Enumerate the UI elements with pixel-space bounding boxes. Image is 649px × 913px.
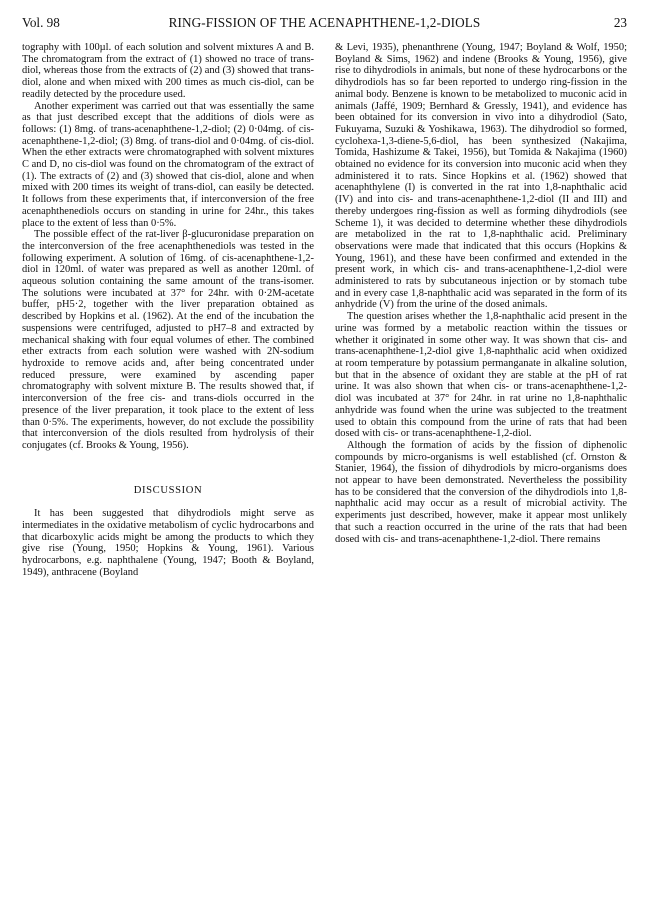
paragraph: The possible effect of the rat-liver β-glucuronidase preparation on the interconversion of the free acenaphthenediols was tested in the following experiment. A solution of 16mg. of cis-acenaphthene-1,2-diol in 120ml. of water was prepared as well as another 120ml. of aqueous solution containing the same amount of the trans-isomer. The solutions were incubated at 37° for 24hr. with 0·2M-acetate buffer, pH5·2, together with the liver preparation obtained as described by Hopkins et al. (1962). At the end of the incubation the suspensions were centrifuged, adjusted to pH7–8 and extracted by mechanical shaking with four equal volumes of ether. The combined ether extracts from each solution were washed with 2N-sodium hydroxide to remove acids and, after being concentrated under reduced pressure, were examined by ascending paper chromatography with solvent mixture B. The results showed that, if interconversion of the free cis- and trans-diols occurred in the presence of the liver preparation, it took place to the extent of less than 0·5%. The experiments, however, do not exclude the possibility that interconversion of the diols resulted from hydrolysis of their conjugates (cf. Brooks & Young, 1956).	[22, 229, 314, 451]
page-number: 23	[613, 15, 627, 30]
right-column	[335, 42, 627, 545]
left-column	[22, 42, 314, 579]
paragraph: The question arises whether the 1,8-naphthalic acid present in the urine was formed by a metabolic reaction within the tissues or whether it originated in some other way. It was shown that cis- and trans-acenaphthene-1,2-diol give 1,8-naphthalic acid when oxidized at room temperature by potassium permanganate in alkaline solution, but that in the absence of oxidant they are stable at the pH of rat urine. It was also shown that when cis- or trans-acenaphthene-1,2-diol was incubated at 37° for 24hr. in rat urine no 1,8-naphthalic anhydride was found when the urine was subjected to the treatment used to obtain this compound from the urine of rats that had been dosed with cis- or trans-acenaphthene-1,2-diol.	[335, 311, 627, 440]
paragraph: Another experiment was carried out that was essentially the same as that just described except that the additions of diols were as follows: (1) 8mg. of trans-acenaphthene-1,2-diol; (2) 0·04mg. of cis-acenaphthene-1,2-diol; (3) 8mg. of trans-diol and 0·04mg. of cis-diol. When the ether extracts were chromatographed with solvent mixtures C and D, no cis-diol was found on the chromatogram of the extract of (1). The extracts of (2) and (3) showed that cis-diol, alone and when mixed with 200 times its weight of trans-diol, can easily be detected. It follows from these experiments that, if interconversion of the free acenaphthenediols occurs on standing in urine for 24hr., this takes place to the extent of less than 0·5%.	[22, 100, 314, 229]
volume-number: Vol. 98	[22, 15, 60, 30]
running-header	[22, 15, 627, 31]
section-heading-discussion: DISCUSSION	[133, 484, 203, 496]
paragraph: tography with 100µl. of each solution and solvent mixtures A and B. The chromatogram from the extract of (1) showed no trace of trans-diol, whereas those from the extracts of (2) and (3) showed that trans-diol, alone and when mixed with 200 times as much cis-diol, can be readily detected by the procedure used.	[22, 42, 314, 100]
running-title: RING-FISSION OF THE ACENAPHTHENE-1,2-DIOLS	[168, 15, 481, 30]
paragraph: It has been suggested that dihydrodiols might serve as intermediates in the oxidative metabolism of cyclic hydrocarbons and that dicarboxylic acids might be among the products to which they give rise (Young, 1950; Hopkins & Young, 1961). Various hydrocarbons, e.g. naphthalene (Young, 1947; Booth & Boyland, 1949), anthracene (Boyland	[22, 508, 314, 578]
paragraph: Although the formation of acids by the fission of diphenolic compounds by micro-organisms is well established (cf. Ornston & Stanier, 1964), the fission of dihydrodiols by micro-organisms does not appear to have been demonstrated. Nevertheless the possibility has to be considered that the conversion of the dihydrodiols into 1,8-naphthalic acid may occur as a result of microbial activity. The experiments just described, however, make it appear most unlikely that such a reaction occurred in the urine of the rats that had been dosed with cis- and trans-acenaphthene-1,2-diol. There remains	[335, 439, 627, 545]
paragraph: & Levi, 1935), phenanthrene (Young, 1947; Boyland & Wolf, 1950; Boyland & Sims, 1962) and indene (Brooks & Young, 1956), give rise to dihydrodiols in animals, but none of these hydrocarbons or the dihydrodiols has so far been reported to undergo ring-fission in the animal body. Benzene is known to be metabolized to muconic acid in animals (Jaffé, 1909; Bernhard & Gressly, 1941), and evidence has been obtained for its conversion in vivo into a dihydrodiol (Sato, Fukuyama, Suzuki & Yoshikawa, 1963). The dihydrodiol so formed, cyclohexa-1,3-diene-5,6-diol, has been synthesized (Nakajima, Tomida, Hashizume & Takei, 1956), but Tomida & Nakajima (1960) obtained no evidence for its conversion into muconic acid when they administered it to rats. Since Hopkins et al. (1962) showed that acenaphthylene (I) is converted in the rat into 1,8-naphthalic acid (IV) and into cis- and trans-acenaphthene-1,2-diol (II and III) and thereby undergoes ring-fission as well as forming dihydrodiols (see Scheme 1), it was decided to determine whether these dihydrodiols are metabolized in the rat to 1,8-naphthalic acid. Preliminary observations were made that indicated that this occurs (Hopkins & Young, 1961), and these have been confirmed and extended in the present work, in which cis- and trans-acenaphthene-1,2-diol were administered to rats by subcutaneous injection or by stomach tube and in every case 1,8-naphthalic acid was separated in the form of its anhydride (V) from the urine of the dosed animals.	[335, 42, 627, 311]
